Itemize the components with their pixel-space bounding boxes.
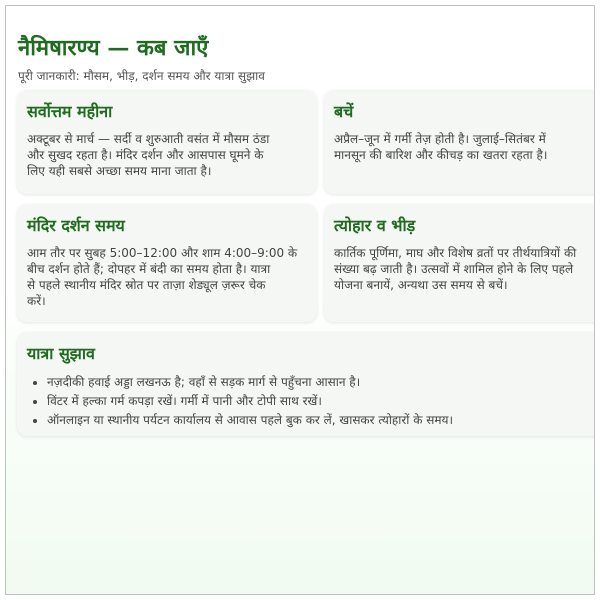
text-line: योजना बनायें, अन्यथा उस समय से बचें। xyxy=(334,278,508,292)
text-line: करें। xyxy=(27,294,46,308)
text-line: संख्या बढ़ जाती है। उत्सवों में शामिल होने के लिए पहले xyxy=(334,262,574,276)
text-line: और सुखद रहता है। मंदिर दर्शन और आसपास घूमने के xyxy=(27,148,264,162)
best-month-heading: सर्वोत्तम महीना xyxy=(27,102,113,121)
festivals-crowd-heading: त्योहार व भीड़ xyxy=(334,216,416,235)
avoid-heading: बचें xyxy=(334,102,354,121)
avoid-text xyxy=(334,131,595,163)
page-frame xyxy=(5,5,595,595)
text-line: कार्तिक पूर्णिमा, माघ और विशेष व्रतों पर तीर्थयात्रियों की xyxy=(334,246,577,260)
text-line: अप्रैल–जून में गर्मी तेज़ होती है। जुलाई–सितंबर में xyxy=(334,132,546,146)
text-line: आम तौर पर सुबह 5:00–12:00 और शाम 4:00–9:00 के xyxy=(27,246,298,260)
page-title: नैमिषारण्य — कब जाएँ xyxy=(18,35,209,61)
list-item: • विंटर में हल्का गर्म कपड़ा रखें। गर्मी में पानी और टोपी साथ रखें। xyxy=(47,392,595,411)
travel-tips-list xyxy=(27,373,595,430)
best-month-card xyxy=(17,90,317,194)
text-line: से पहले स्थानीय मंदिर स्रोत पर ताज़ा शेड्यूल ज़रूर चेक xyxy=(27,278,266,292)
text-line: अक्टूबर से मार्च — सर्दी व शुरुआती वसंत में मौसम ठंडा xyxy=(27,132,270,146)
page-subtitle: पूरी जानकारी: मौसम, भीड़, दर्शन समय और यात्रा सुझाव xyxy=(18,69,265,83)
travel-tips-card xyxy=(17,332,595,436)
list-item: • नज़दीकी हवाई अड्डा लखनऊ है; वहाँ से सड़क मार्ग से पहुँचना आसान है। xyxy=(47,373,595,392)
avoid-card xyxy=(324,90,595,194)
text-line: बीच दर्शन होते हैं; दोपहर में बंदी का समय होता है। यात्रा xyxy=(27,262,271,276)
darshan-timing-text xyxy=(27,245,307,309)
best-month-text xyxy=(27,131,307,179)
list-item: • ऑनलाइन या स्थानीय पर्यटन कार्यालय से आवास पहले बुक कर लें, खासकर त्योहारों के समय। xyxy=(47,411,595,430)
darshan-timing-card xyxy=(17,204,317,322)
festivals-crowd-text xyxy=(334,245,595,293)
festivals-crowd-card xyxy=(324,204,595,322)
travel-tips-heading: यात्रा सुझाव xyxy=(27,344,95,363)
darshan-timing-heading: मंदिर दर्शन समय xyxy=(27,216,125,235)
text-line: लिए यही सबसे अच्छा समय माना जाता है। xyxy=(27,164,212,178)
text-line: मानसून की बारिश और कीचड़ का खतरा रहता है। xyxy=(334,148,548,162)
